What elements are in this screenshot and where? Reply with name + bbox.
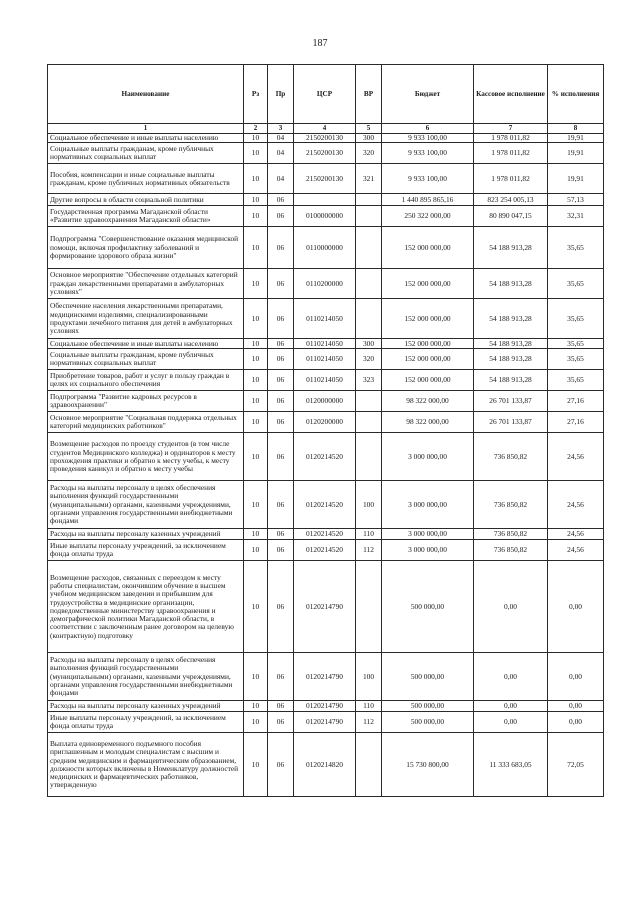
row-executed: 0,00	[474, 653, 548, 701]
row-csr: 0100000000	[294, 206, 356, 227]
row-csr: 2150200130	[294, 134, 356, 143]
table-row	[48, 370, 604, 391]
row-executed: 1 978 011,82	[474, 164, 548, 194]
row-executed: 736 850,82	[474, 433, 548, 481]
row-percent: 27,16	[548, 412, 604, 433]
row-vr	[356, 194, 382, 206]
row-csr: 0110214050	[294, 349, 356, 370]
table-row	[48, 194, 604, 206]
row-percent: 35,65	[548, 227, 604, 269]
row-name: Социальные выплаты гражданам, кроме публичных нормативных социальных выплат	[48, 349, 244, 370]
row-csr: 0120214790	[294, 653, 356, 701]
row-executed: 26 701 133,87	[474, 391, 548, 412]
row-rz: 10	[244, 194, 268, 206]
row-budget: 3 000 000,00	[382, 540, 474, 561]
row-pr: 06	[268, 540, 294, 561]
row-percent: 0,00	[548, 712, 604, 733]
row-percent: 35,65	[548, 370, 604, 391]
column-index-row	[48, 124, 604, 134]
row-budget: 1 440 895 865,16	[382, 194, 474, 206]
row-name: Расходы на выплаты персоналу в целях обеспечения выполнения функций государственными (муниципальными) органами, казенными учреждениями, органами управления государственными внебюджетными фондами	[48, 481, 244, 529]
table-row	[48, 299, 604, 339]
row-percent: 24,56	[548, 529, 604, 540]
column-index: 2	[244, 124, 268, 134]
row-pr: 06	[268, 299, 294, 339]
header-row	[48, 65, 604, 124]
row-pr: 06	[268, 339, 294, 349]
row-rz: 10	[244, 206, 268, 227]
row-name: Возмещение расходов по проезду студентов (в том числе студентов Медицинского колледжа) и ординаторов к месту прохождения практики и обратно к месту учебы, к месту проведения каникул и обратно к месту учебы	[48, 433, 244, 481]
row-csr: 0110214050	[294, 370, 356, 391]
row-rz: 10	[244, 561, 268, 653]
column-index: 7	[474, 124, 548, 134]
row-name: Пособия, компенсации и иные социальные выплаты гражданам, кроме публичных нормативных обязательств	[48, 164, 244, 194]
header-percent: % исполнения	[548, 65, 604, 124]
row-percent: 24,56	[548, 540, 604, 561]
row-csr: 0120214790	[294, 712, 356, 733]
column-index: 1	[48, 124, 244, 134]
row-budget: 152 000 000,00	[382, 269, 474, 299]
row-vr	[356, 269, 382, 299]
row-vr: 110	[356, 529, 382, 540]
row-pr: 06	[268, 194, 294, 206]
row-csr: 0120214520	[294, 540, 356, 561]
row-csr: 0120214790	[294, 561, 356, 653]
row-name: Другие вопросы в области социальной политики	[48, 194, 244, 206]
row-executed: 54 188 913,28	[474, 349, 548, 370]
row-name: Расходы на выплаты персоналу казенных учреждений	[48, 529, 244, 540]
row-rz: 10	[244, 269, 268, 299]
row-vr	[356, 227, 382, 269]
row-percent: 32,31	[548, 206, 604, 227]
table-body	[48, 134, 604, 797]
row-pr: 06	[268, 227, 294, 269]
row-rz: 10	[244, 227, 268, 269]
row-csr: 0120214520	[294, 481, 356, 529]
row-rz: 10	[244, 339, 268, 349]
row-vr: 320	[356, 349, 382, 370]
row-executed: 54 188 913,28	[474, 339, 548, 349]
row-budget: 9 933 100,00	[382, 164, 474, 194]
row-percent: 24,56	[548, 433, 604, 481]
table-row	[48, 339, 604, 349]
row-budget: 152 000 000,00	[382, 227, 474, 269]
table-row	[48, 540, 604, 561]
row-pr: 06	[268, 206, 294, 227]
row-csr: 0110000000	[294, 227, 356, 269]
row-percent: 35,65	[548, 349, 604, 370]
row-name: Подпрограмма "Совершенствование оказания медицинской помощи, включая профилактику заболеваний и формирование здорового образа жизни"	[48, 227, 244, 269]
row-executed: 0,00	[474, 712, 548, 733]
row-name: Социальные выплаты гражданам, кроме публичных нормативных социальных выплат	[48, 143, 244, 164]
column-index: 4	[294, 124, 356, 134]
row-executed: 823 254 005,13	[474, 194, 548, 206]
header-pr: Пр	[268, 65, 294, 124]
header-csr: ЦСР	[294, 65, 356, 124]
row-budget: 15 730 800,00	[382, 733, 474, 797]
row-name: Расходы на выплаты персоналу в целях обеспечения выполнения функций государственными (муниципальными) органами, казенными учреждениями, органами управления государственными внебюджетными фондами	[48, 653, 244, 701]
row-name: Расходы на выплаты персоналу казенных учреждений	[48, 701, 244, 712]
row-percent: 72,05	[548, 733, 604, 797]
table-row	[48, 164, 604, 194]
row-csr: 2150200130	[294, 143, 356, 164]
row-rz: 10	[244, 299, 268, 339]
row-vr	[356, 391, 382, 412]
row-executed: 54 188 913,28	[474, 227, 548, 269]
row-pr: 06	[268, 370, 294, 391]
row-executed: 736 850,82	[474, 481, 548, 529]
row-name: Социальное обеспечение и иные выплаты населению	[48, 134, 244, 143]
page-number: 187	[312, 38, 328, 49]
row-executed: 1 978 011,82	[474, 143, 548, 164]
table-row	[48, 206, 604, 227]
row-rz: 10	[244, 701, 268, 712]
table-row	[48, 701, 604, 712]
row-name: Приобретение товаров, работ и услуг в пользу граждан в целях их социального обеспечения	[48, 370, 244, 391]
row-vr: 112	[356, 540, 382, 561]
row-percent: 19,91	[548, 134, 604, 143]
header-budget: Бюджет	[382, 65, 474, 124]
column-index: 3	[268, 124, 294, 134]
table-row	[48, 391, 604, 412]
row-budget: 500 000,00	[382, 653, 474, 701]
row-csr: 0110214050	[294, 339, 356, 349]
table-row	[48, 349, 604, 370]
row-name: Социальное обеспечение и иные выплаты населению	[48, 339, 244, 349]
row-budget: 152 000 000,00	[382, 339, 474, 349]
table-row	[48, 134, 604, 143]
row-rz: 10	[244, 164, 268, 194]
row-rz: 10	[244, 134, 268, 143]
row-name: Иные выплаты персоналу учреждений, за исключением фонда оплаты труда	[48, 540, 244, 561]
row-percent: 24,56	[548, 481, 604, 529]
row-vr: 112	[356, 712, 382, 733]
table-row	[48, 712, 604, 733]
row-vr: 100	[356, 481, 382, 529]
row-csr: 0120214520	[294, 529, 356, 540]
row-pr: 06	[268, 412, 294, 433]
row-percent: 0,00	[548, 701, 604, 712]
row-vr: 300	[356, 339, 382, 349]
row-budget: 152 000 000,00	[382, 349, 474, 370]
row-vr	[356, 433, 382, 481]
row-vr	[356, 561, 382, 653]
row-rz: 10	[244, 733, 268, 797]
row-name: Подпрограмма "Развитие кадровых ресурсов в здравоохранении"	[48, 391, 244, 412]
row-rz: 10	[244, 653, 268, 701]
row-percent: 57,13	[548, 194, 604, 206]
row-name: Обеспечение населения лекарственными препаратами, медицинскими изделиями, специализированными продуктами лечебного питания для детей в амбулаторных условиях	[48, 299, 244, 339]
row-percent: 27,16	[548, 391, 604, 412]
row-executed: 1 978 011,82	[474, 134, 548, 143]
row-rz: 10	[244, 712, 268, 733]
row-rz: 10	[244, 481, 268, 529]
row-pr: 06	[268, 701, 294, 712]
row-budget: 98 322 000,00	[382, 391, 474, 412]
header-rz: Рз	[244, 65, 268, 124]
row-rz: 10	[244, 370, 268, 391]
row-pr: 04	[268, 143, 294, 164]
row-executed: 80 890 047,15	[474, 206, 548, 227]
row-budget: 500 000,00	[382, 701, 474, 712]
row-budget: 500 000,00	[382, 561, 474, 653]
row-executed: 54 188 913,28	[474, 269, 548, 299]
row-pr: 04	[268, 134, 294, 143]
table-row	[48, 561, 604, 653]
row-name: Основное мероприятие "Социальная поддержка отдельных категорий медицинских работников"	[48, 412, 244, 433]
row-executed: 11 333 683,05	[474, 733, 548, 797]
table-row	[48, 733, 604, 797]
row-csr: 0120000000	[294, 391, 356, 412]
table-row	[48, 143, 604, 164]
row-vr: 300	[356, 134, 382, 143]
row-pr: 06	[268, 269, 294, 299]
row-vr: 323	[356, 370, 382, 391]
row-budget: 9 933 100,00	[382, 143, 474, 164]
row-name: Возмещение расходов, связанных с переездом к месту работы специалистам, окончившим обучение в высшем учебном медицинском заведении и прибывшим для трудоустройства в медицинские организации, подведомственные министерству здравоохранения и демографической политики Магаданской области, в соответствии с заключенным ранее договором на целевую (контрактную) подготовку	[48, 561, 244, 653]
row-rz: 10	[244, 540, 268, 561]
header-name: Наименование	[48, 65, 244, 124]
row-vr: 321	[356, 164, 382, 194]
table-row	[48, 481, 604, 529]
row-pr: 06	[268, 653, 294, 701]
column-index: 6	[382, 124, 474, 134]
row-executed: 736 850,82	[474, 529, 548, 540]
row-vr: 110	[356, 701, 382, 712]
row-executed: 0,00	[474, 561, 548, 653]
row-csr: 0120214820	[294, 733, 356, 797]
row-executed: 26 701 133,87	[474, 412, 548, 433]
row-name: Государственная программа Магаданской области «Развитие здравоохранения Магаданской области»	[48, 206, 244, 227]
row-csr: 0110214050	[294, 299, 356, 339]
row-budget: 500 000,00	[382, 712, 474, 733]
row-name: Выплата единовременного подъемного пособия приглашенным и молодым специалистам с высшим и средним медицинским и фармацевтическим образованием, должности которых включены в Номенклатуру должностей медицинских и фармацевтических работников, утвержденную	[48, 733, 244, 797]
row-budget: 152 000 000,00	[382, 299, 474, 339]
row-rz: 10	[244, 433, 268, 481]
row-csr: 0120214790	[294, 701, 356, 712]
table-row	[48, 653, 604, 701]
row-percent: 19,91	[548, 164, 604, 194]
row-pr: 06	[268, 349, 294, 370]
row-pr: 06	[268, 481, 294, 529]
table-row	[48, 433, 604, 481]
row-budget: 152 000 000,00	[382, 370, 474, 391]
column-index: 8	[548, 124, 604, 134]
row-executed: 54 188 913,28	[474, 299, 548, 339]
row-csr: 0120200000	[294, 412, 356, 433]
row-rz: 10	[244, 412, 268, 433]
row-percent: 35,65	[548, 339, 604, 349]
row-vr: 100	[356, 653, 382, 701]
row-percent: 35,65	[548, 269, 604, 299]
row-budget: 3 000 000,00	[382, 481, 474, 529]
row-percent: 0,00	[548, 653, 604, 701]
row-pr: 06	[268, 733, 294, 797]
column-index: 5	[356, 124, 382, 134]
row-csr: 2150200130	[294, 164, 356, 194]
row-vr	[356, 412, 382, 433]
table-row	[48, 269, 604, 299]
row-percent: 19,91	[548, 143, 604, 164]
header-vr: ВР	[356, 65, 382, 124]
row-vr	[356, 733, 382, 797]
row-rz: 10	[244, 529, 268, 540]
row-budget: 9 933 100,00	[382, 134, 474, 143]
row-budget: 98 322 000,00	[382, 412, 474, 433]
row-pr: 06	[268, 391, 294, 412]
row-vr	[356, 206, 382, 227]
row-percent: 0,00	[548, 561, 604, 653]
row-csr: 0110200000	[294, 269, 356, 299]
row-percent: 35,65	[548, 299, 604, 339]
row-csr	[294, 194, 356, 206]
row-pr: 06	[268, 433, 294, 481]
table-row	[48, 412, 604, 433]
header-executed: Кассовое исполнение	[474, 65, 548, 124]
row-rz: 10	[244, 391, 268, 412]
row-vr: 320	[356, 143, 382, 164]
table-row	[48, 227, 604, 269]
row-budget: 3 000 000,00	[382, 433, 474, 481]
row-pr: 06	[268, 529, 294, 540]
row-pr: 06	[268, 561, 294, 653]
row-budget: 250 322 000,00	[382, 206, 474, 227]
row-executed: 0,00	[474, 701, 548, 712]
row-name: Основное мероприятие "Обеспечение отдельных категорий граждан лекарственными препаратами в амбулаторных условиях"	[48, 269, 244, 299]
row-csr: 0120214520	[294, 433, 356, 481]
row-rz: 10	[244, 143, 268, 164]
row-budget: 3 000 000,00	[382, 529, 474, 540]
row-pr: 06	[268, 712, 294, 733]
row-executed: 736 850,82	[474, 540, 548, 561]
table-row	[48, 529, 604, 540]
row-pr: 04	[268, 164, 294, 194]
row-rz: 10	[244, 349, 268, 370]
row-name: Иные выплаты персоналу учреждений, за исключением фонда оплаты труда	[48, 712, 244, 733]
row-vr	[356, 299, 382, 339]
budget-execution-table	[47, 64, 604, 797]
row-executed: 54 188 913,28	[474, 370, 548, 391]
